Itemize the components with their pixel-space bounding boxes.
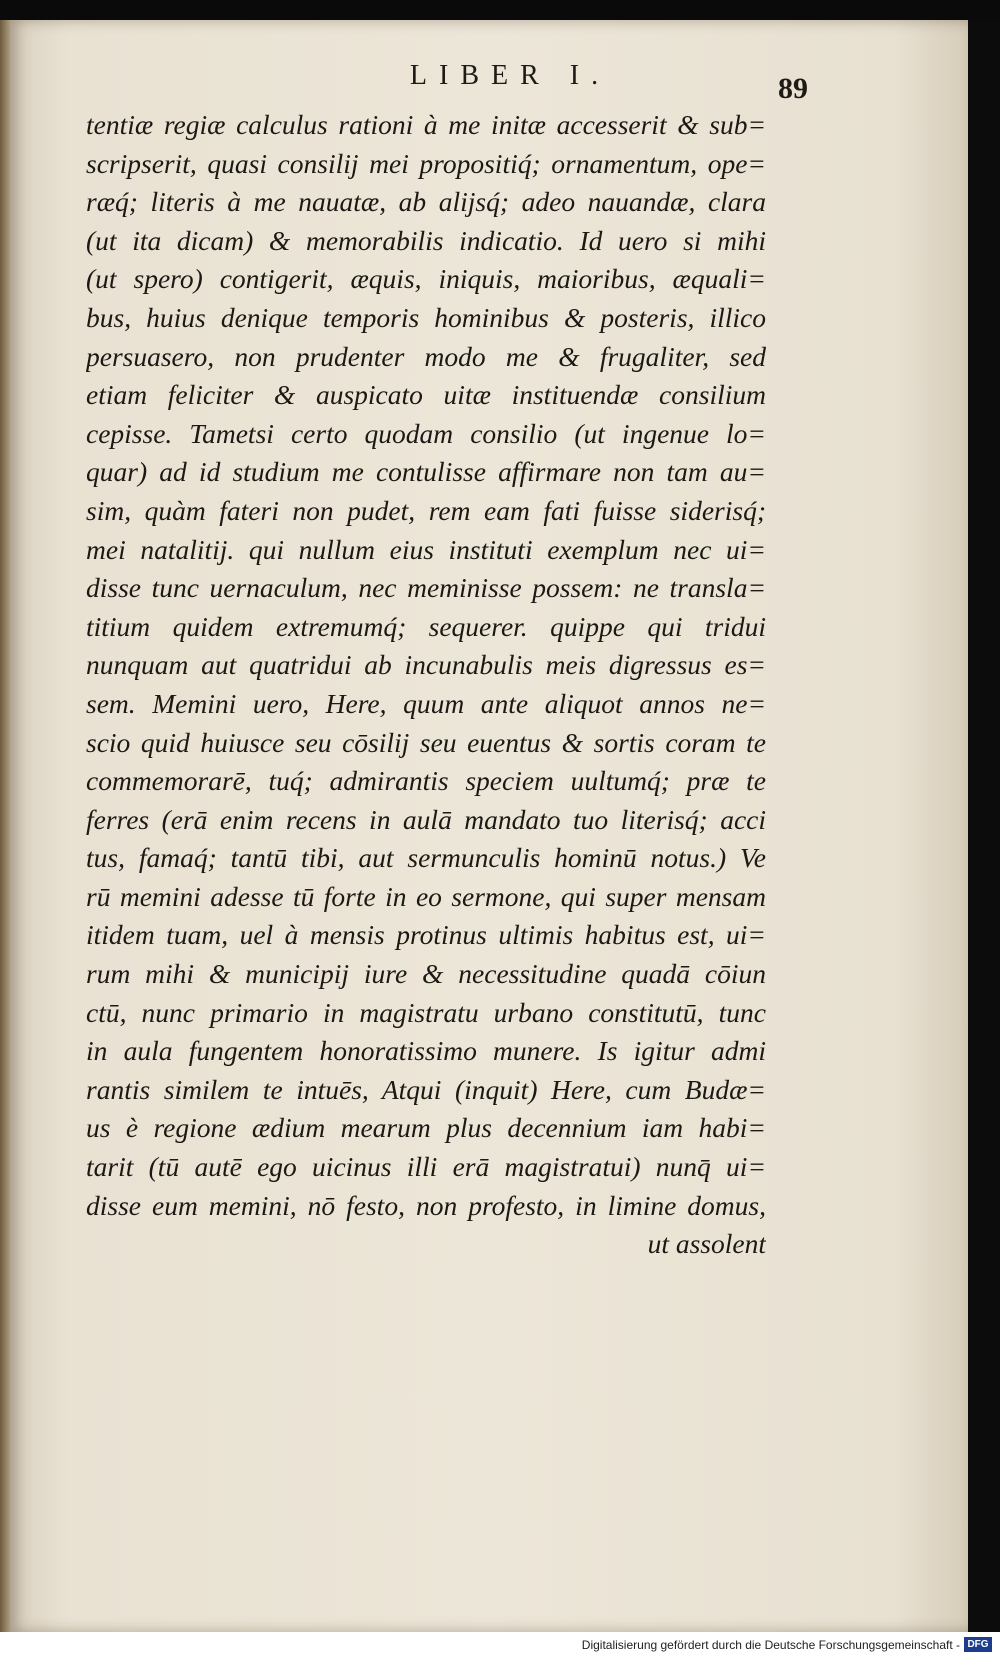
text-line: rū memini adesse tū forte in eo sermone, qui super mensam — [86, 880, 766, 912]
body-text — [86, 106, 766, 1264]
catchword: ut assolent — [647, 1228, 766, 1260]
text-line: scio quid huiusce seu cōsilij seu euentus & sortis coram te — [86, 726, 766, 758]
text-line: ctū, nunc primario in magistratu urbano constitutū, tunc — [86, 996, 766, 1028]
text-line: titium quidem extremumq́; sequerer. quippe qui tridui — [86, 610, 766, 642]
scan-top-border — [0, 0, 1000, 20]
text-line: bus, huius denique temporis hominibus & posteris, illico — [86, 301, 766, 333]
text-line: disse tunc uernaculum, nec meminisse possem: ne transla= — [86, 572, 766, 604]
text-line: rum mihi & municipij iure & necessitudine quadā cōiun — [86, 958, 766, 990]
running-title: LIBER I. — [409, 60, 611, 91]
text-line: etiam feliciter & auspicato uitæ instituendæ consilium — [86, 379, 766, 411]
text-line: nunquam aut quatridui ab incunabulis meis digressus es= — [86, 649, 766, 681]
text-line: itidem tuam, uel à mensis protinus ultimis habitus est, ui= — [86, 919, 766, 951]
text-line: tentiæ regiæ calculus rationi à me initæ accesserit & sub= — [86, 109, 766, 140]
text-line: us è regione ædium mearum plus decennium iam habi= — [86, 1112, 766, 1144]
text-line: in aula fungentem honoratissimo munere. Is igitur admi — [86, 1035, 766, 1067]
text-line: sim, quàm fateri non pudet, rem eam fati fuisse siderisq́; — [86, 494, 766, 526]
digitization-footer — [0, 1632, 1000, 1660]
text-line: commemorarē, tuq́; admirantis speciem uultumq́; præ te — [86, 765, 766, 797]
text-line: tus, famaq́; tantū tibi, aut sermunculis hominū notus.) Ve — [86, 842, 766, 874]
text-line: cepisse. Tametsi certo quodam consilio (ut ingenue lo= — [86, 417, 766, 449]
text-line: sem. Memini uero, Here, quum ante aliquot annos ne= — [86, 687, 766, 719]
dfg-logo-icon: DFG — [964, 1637, 992, 1652]
text-line: (ut spero) contigerit, æquis, iniquis, maioribus, æquali= — [86, 263, 766, 295]
text-line: scripserit, quasi consilij mei propositiq́; ornamentum, ope= — [86, 147, 766, 179]
text-line: ræq́; literis à me nauatæ, ab alijsq́; adeo nauandæ, clara — [86, 186, 766, 218]
text-line: (ut ita dicam) & memorabilis indicatio. Id uero si mihi — [86, 224, 766, 256]
funding-credit: Digitalisierung gefördert durch die Deutsche Forschungsgemeinschaft - — [581, 1638, 960, 1652]
text-line: tarit (tū autē ego uicinus illi erā magistratui) nunq̄ ui= — [86, 1151, 766, 1183]
text-line: quar) ad id studium me contulisse affirmare non tam au= — [86, 456, 766, 488]
text-line: mei natalitij. qui nullum eius instituti exemplum nec ui= — [86, 533, 766, 565]
text-line: ferres (erā enim recens in aulā mandato tuo literisq́; acci — [86, 803, 766, 835]
text-line: disse eum memini, nō festo, non profesto, in limine domus, — [86, 1189, 766, 1221]
text-line: persuasero, non prudenter modo me & frugaliter, sed — [86, 340, 766, 372]
page-number: 89 — [778, 72, 808, 105]
text-line: rantis similem te intuēs, Atqui (inquit) Here, cum Budæ= — [86, 1073, 766, 1105]
scan-right-border — [968, 20, 1000, 1632]
